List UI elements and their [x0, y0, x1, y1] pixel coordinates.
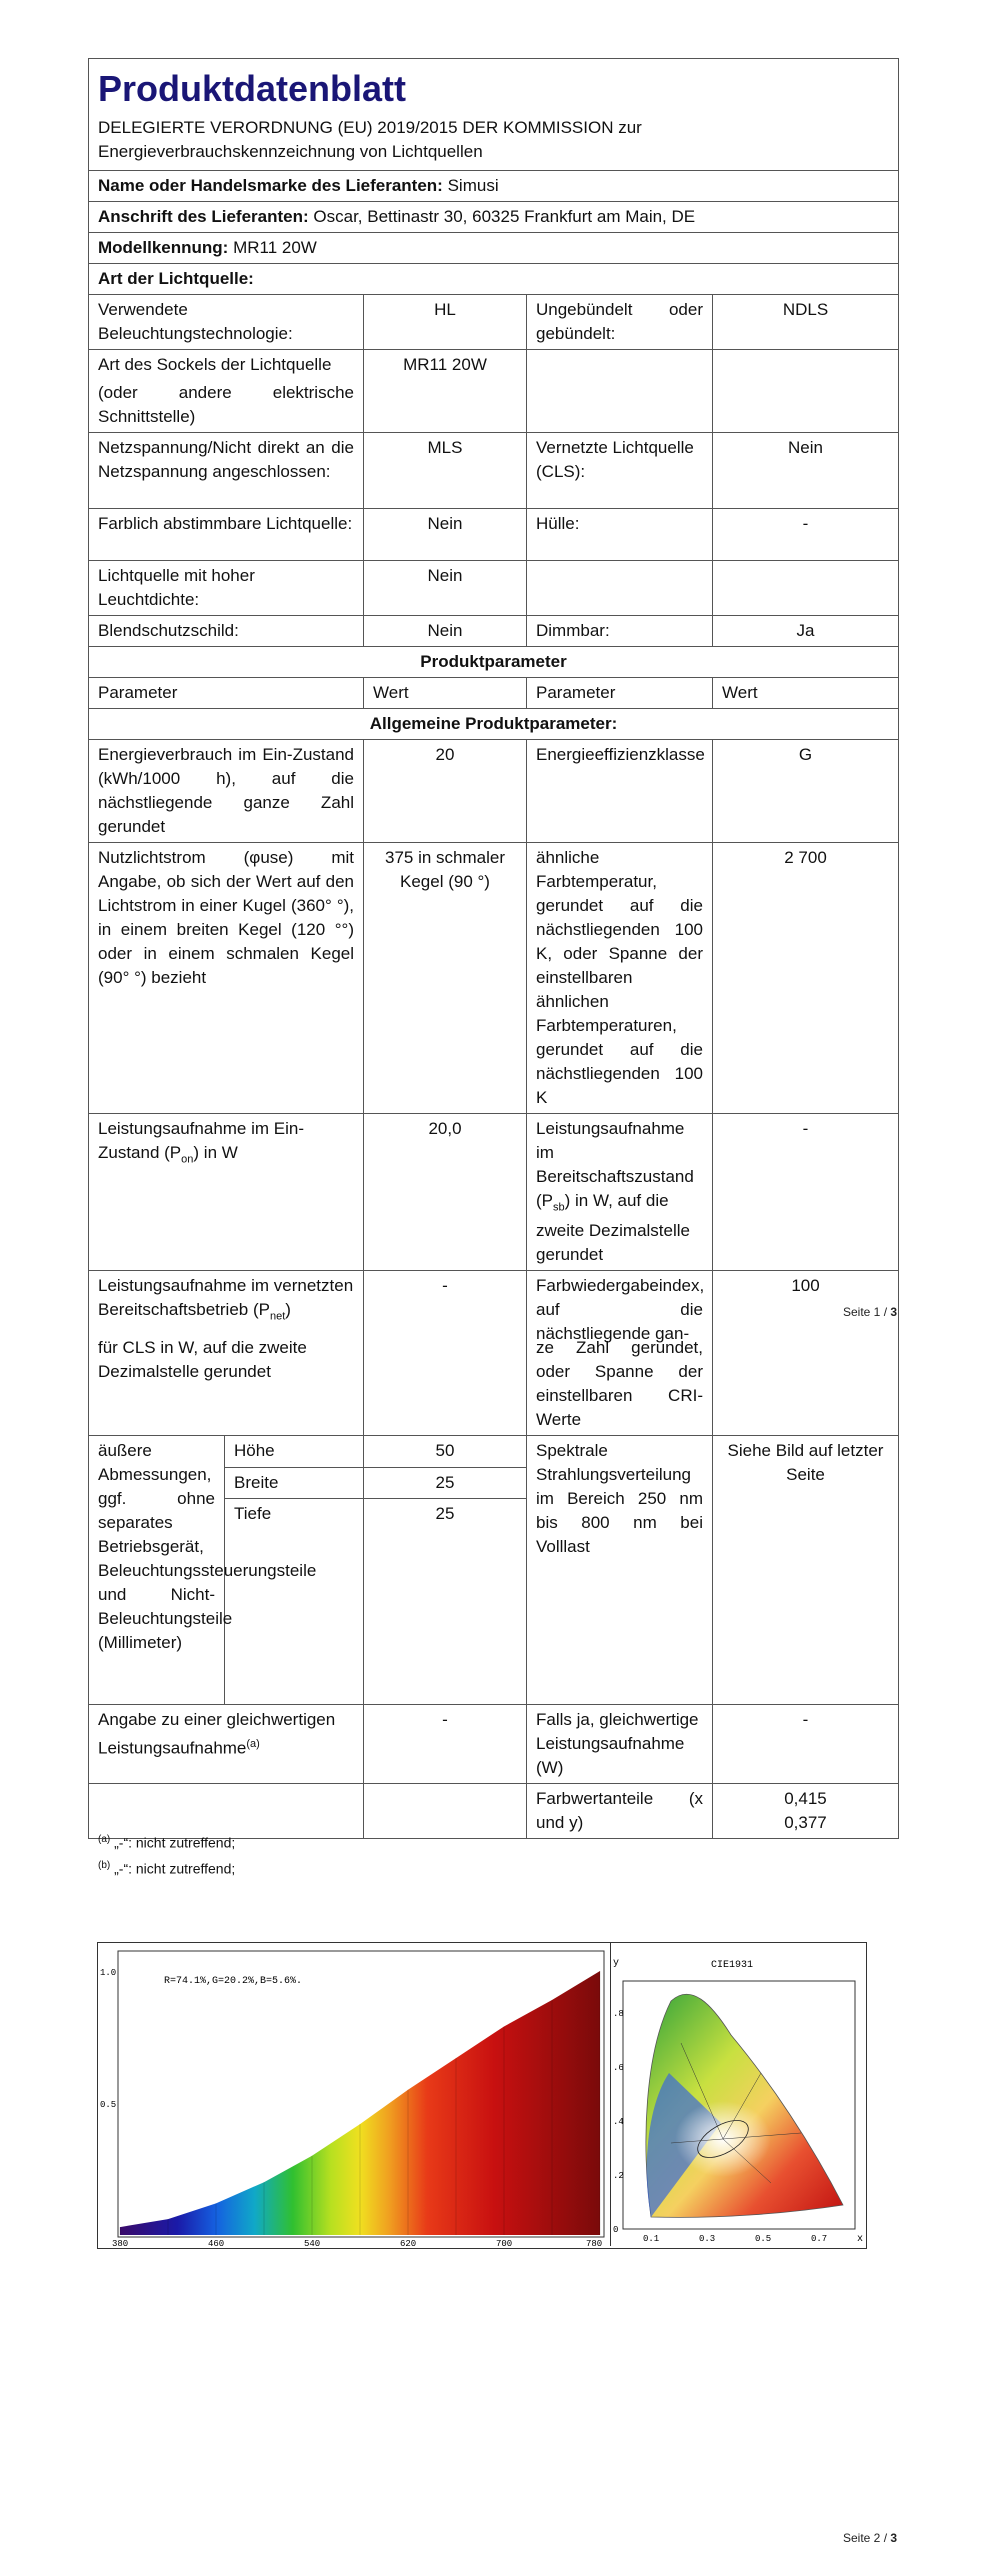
model-row: Modellkennung: MR11 20W [89, 233, 899, 264]
footnote-b: $^{(b)}$ „-“: nicht zutreffend; [98, 1860, 236, 1877]
directional-value: NDLS [713, 295, 899, 350]
cap-label-1: Art des Sockels der Lichtquelle [98, 355, 332, 374]
equiv-w-value: - [713, 1705, 899, 1784]
regulation-subtitle: DELEGIERTE VERORDNUNG (EU) 2019/2015 DER KOMMISSION zur Energieverbrauchskennzeichnung von Lichtquellen [98, 118, 642, 161]
spectrum-figure [97, 1942, 867, 2249]
cie-title: CIE1931 [711, 1960, 754, 1971]
pon-label: Leistungsaufnahme im Ein-Zustand $(P_{on})$ in W [89, 1114, 364, 1271]
cls-label: Vernetzte Lichtquelle (CLS): [527, 433, 713, 509]
cls-value: Nein [713, 433, 899, 509]
energy-value: 20 [364, 740, 527, 843]
tunable-value: Nein [364, 509, 527, 561]
height-value: 50 [364, 1436, 527, 1468]
spectrum-chart [98, 1943, 608, 2246]
psb-value: - [713, 1114, 899, 1271]
col-header-param-1: Parameter [89, 678, 364, 709]
page-number-1: Seite 1 / 3 [843, 1305, 898, 1319]
cie-y-tick: .6 [613, 2063, 624, 2073]
glare-label: Blendschutzschild: [89, 616, 364, 647]
mains-label: Netzspannung/Nicht direkt an die Netzspannung angeschlossen: [89, 433, 364, 509]
cap-label-2: (oder andere elektrische Schnittstelle) [98, 383, 354, 426]
cri-value: 100 [713, 1271, 899, 1350]
spectrum-y-tick: 1.0 [100, 1968, 117, 1978]
technology-value: HL [364, 295, 527, 350]
col-header-value-1: Wert [364, 678, 527, 709]
cie-x-tick: 0.1 [643, 2234, 660, 2244]
datasheet-table-page-2 [88, 1333, 899, 1839]
tunable-label: Farblich abstimmbare Lichtquelle: [89, 509, 364, 561]
pnet-label: Leistungsaufnahme im vernetzten Bereitschaftsbetrieb $(P_{net})$ [89, 1271, 364, 1350]
spectrum-caption: R=74.1%,G=20.2%,B=5.6%. [164, 1976, 303, 1987]
page-number-2: Seite 2 / 3 [843, 2531, 898, 2545]
dimmable-value: Ja [713, 616, 899, 647]
spectrum-x-tick: 620 [400, 2239, 417, 2246]
general-params-heading: Allgemeine Produktparameter: [89, 709, 899, 740]
psb-label: Leistungsaufnahme im Bereitschaftszustand $(P_{sb})$ in W, auf die zweite Dezimalstelle gerundet [527, 1114, 713, 1271]
col-header-value-2: Wert [713, 678, 899, 709]
cie-x-tick: 0.5 [755, 2234, 772, 2244]
width-value: 25 [364, 1467, 527, 1499]
datasheet-table-page-1 [88, 58, 899, 1349]
spectrum-x-tick: 380 [112, 2239, 129, 2246]
envelope-label: Hülle: [527, 509, 713, 561]
pnet-label-cont: für CLS in W, auf die zweite Dezimalstelle gerundet [89, 1333, 364, 1436]
spectrum-x-tick: 780 [586, 2239, 603, 2246]
cie-y-axis-label: y [613, 1958, 620, 1969]
equiv-value: - [364, 1705, 527, 1784]
technology-label: Verwendete Beleuchtungstechnologie: [89, 295, 364, 350]
cie-y-tick: 0 [613, 2225, 619, 2235]
flux-value: 375 in schmaler Kegel (90 °) [364, 843, 527, 1114]
eclass-value: G [713, 740, 899, 843]
spectrum-y-tick: 0.5 [100, 2100, 117, 2110]
width-label: Breite [225, 1467, 364, 1499]
supplier-address-row: Anschrift des Lieferanten: Oscar, Bettinastr 30, 60325 Frankfurt am Main, DE [89, 202, 899, 233]
directional-label: Ungebündelt oder gebündelt: [527, 295, 713, 350]
cie-x-axis-label: x [857, 2234, 864, 2245]
cie-y-tick: .2 [613, 2171, 624, 2181]
spectrum-x-tick: 540 [304, 2239, 321, 2246]
footnote-a: $^{(a)}$ „-“: nicht zutreffend; [98, 1834, 236, 1851]
cri-label-cont: ze Zahl gerundet, oder Spanne der einstellbaren CRI-Werte [527, 1333, 713, 1436]
spd-value: Siehe Bild auf letzter Seite [713, 1436, 899, 1705]
cie-x-tick: 0.3 [699, 2234, 716, 2244]
product-params-heading: Produktparameter [89, 647, 899, 678]
dimmable-label: Dimmbar: [527, 616, 713, 647]
chroma-value: 0,415 0,377 [713, 1784, 899, 1839]
depth-label: Tiefe [225, 1499, 364, 1705]
height-label: Höhe [225, 1436, 364, 1468]
hld-label: Lichtquelle mit hoher Leuchtdichte: [89, 561, 364, 616]
col-header-param-2: Parameter [527, 678, 713, 709]
spectrum-x-tick: 700 [496, 2239, 513, 2246]
lightsource-type-heading: Art der Lichtquelle: [89, 264, 899, 295]
depth-value: 25 [364, 1499, 527, 1705]
hld-value: Nein [364, 561, 527, 616]
supplier-name-row: Name oder Handelsmarke des Lieferanten: Simusi [89, 171, 899, 202]
spd-label: Spektrale Strahlungsverteilung im Bereich 250 nm bis 800 nm bei Volllast [527, 1436, 713, 1705]
cie-x-tick: 0.7 [811, 2234, 828, 2244]
glare-value: Nein [364, 616, 527, 647]
equiv-label: Angabe zu einer gleichwertigen Leistungsaufnahme$^{(a)}$ [89, 1705, 364, 1784]
cct-value: 2 700 [713, 843, 899, 1114]
cap-value: MR11 20W [364, 350, 527, 433]
chroma-label: Farbwertanteile (x und y) [527, 1784, 713, 1839]
flux-label: Nutzlichtstrom (φuse) mit Angabe, ob sich der Wert auf den Lichtstrom in einer Kugel (360° °), in einem breiten Kegel (120 °°) oder in einem schmalen Kegel (90° °) bezieht [89, 843, 364, 1114]
envelope-value: - [713, 509, 899, 561]
dims-label: äußere Abmessungen, ggf. ohne separates Betriebsgerät, Beleuchtungssteuerungsteile und Nicht-Beleuchtungsteile (Millimeter) [89, 1436, 225, 1705]
cct-label: ähnliche Farbtemperatur, gerundet auf die nächstliegenden 100 K, oder Spanne der einstellbaren ähnlichen Farbtemperaturen, gerundet auf die nächstliegenden 100 K [527, 843, 713, 1114]
mains-value: MLS [364, 433, 527, 509]
eclass-label: Energieeffizienzklasse [527, 740, 713, 843]
cie-y-tick: .8 [613, 2009, 624, 2019]
page-title: Produktdatenblatt [98, 68, 407, 109]
equiv-w-label: Falls ja, gleichwertige Leistungsaufnahme (W) [527, 1705, 713, 1784]
cri-label: Farbwiedergabeindex, auf die nächstliegende gan- [527, 1271, 713, 1350]
cie-chromaticity-chart [610, 1943, 867, 2246]
spectrum-x-tick: 460 [208, 2239, 225, 2246]
pnet-value: - [364, 1271, 527, 1350]
cie-y-tick: .4 [613, 2117, 624, 2127]
pon-value: 20,0 [364, 1114, 527, 1271]
energy-label: Energieverbrauch im Ein-Zustand (kWh/1000 h), auf die nächstliegende ganze Zahl gerundet [89, 740, 364, 843]
